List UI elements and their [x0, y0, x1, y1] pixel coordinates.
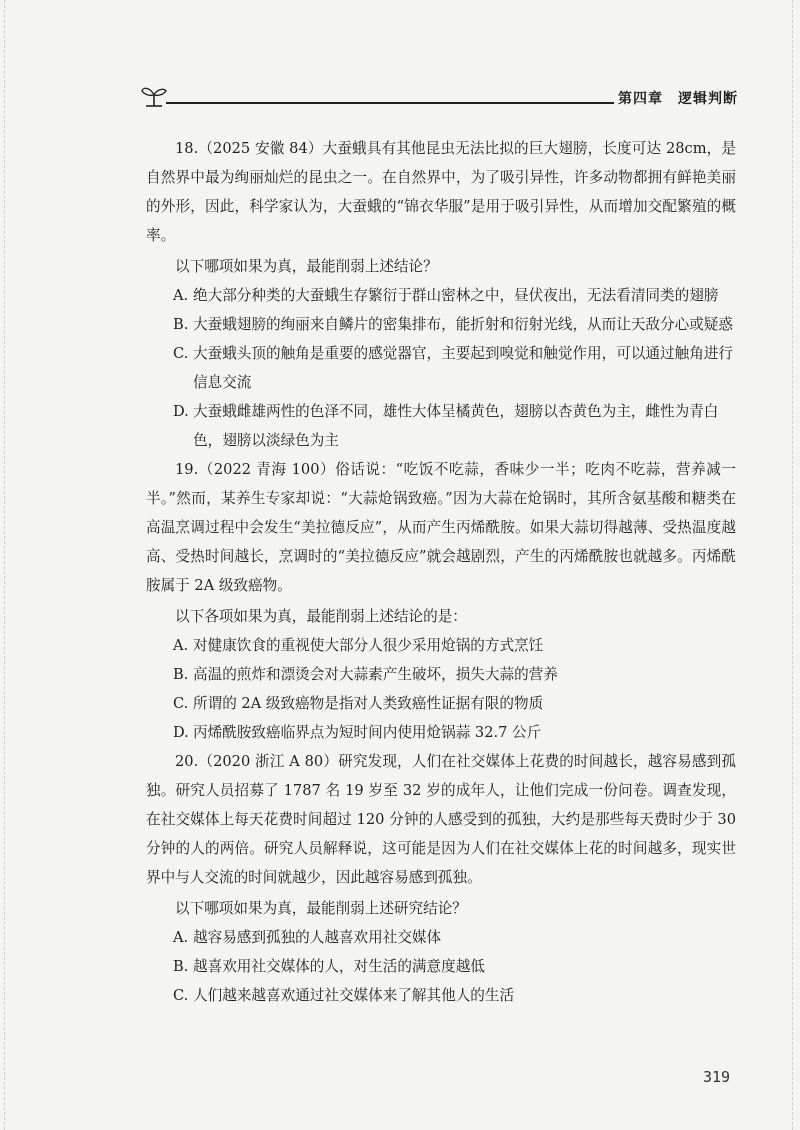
- page-number: 319: [703, 1068, 731, 1086]
- option-key: B.: [173, 316, 189, 333]
- option-c[interactable]: [146, 339, 736, 397]
- option-text: 大蚕蛾雌雄两性的色泽不同，雄性大体呈橘黄色，翅膀以杏黄色为主，雌性为青白色，翅膀以淡绿色为主: [193, 403, 719, 449]
- scan-margin-line: [4, 0, 5, 1130]
- question-list: [146, 134, 736, 1010]
- option-text: 越喜欢用社交媒体的人，对生活的满意度越低: [193, 958, 485, 975]
- option-text: 对健康饮食的重视使大部分人很少采用炝锅的方式烹饪: [193, 637, 544, 654]
- page-header: [140, 82, 740, 114]
- header-rule: [166, 102, 614, 104]
- question-18: [146, 134, 736, 455]
- option-text: 所谓的 2A 级致癌物是指对人类致癌性证据有限的物质: [193, 695, 544, 712]
- option-key: B.: [173, 958, 189, 975]
- option-key: D.: [173, 403, 189, 420]
- question-stem: 18.（2025 安徽 84）大蚕蛾具有其他昆虫无法比拟的巨大翅膀，长度可达 28cm，是自然界中最为绚丽灿烂的昆虫之一。在自然界中，为了吸引异性，许多动物都拥有鲜艳美丽的外形，因此，科学家认为，大蚕蛾的“锦衣华服”是用于吸引异性，从而增加交配繁殖的概率。: [146, 140, 736, 244]
- sprout-icon: [140, 82, 168, 110]
- option-text: 绝大部分种类的大蚕蛾生存繁衍于群山密林之中，昼伏夜出，无法看清同类的翅膀: [193, 287, 719, 304]
- question-prompt: 以下各项如果为真，最能削弱上述结论的是：: [175, 608, 467, 625]
- chapter-title: 第四章 逻辑判断: [618, 91, 738, 107]
- option-b[interactable]: [146, 310, 736, 339]
- question-20: [146, 747, 736, 1010]
- option-a[interactable]: [146, 631, 736, 660]
- option-key: C.: [173, 345, 189, 362]
- option-b[interactable]: [146, 660, 736, 689]
- question-prompt: 以下哪项如果为真，最能削弱上述结论？: [175, 258, 438, 275]
- option-text: 高温的煎炸和漂烫会对大蒜素产生破坏，损失大蒜的营养: [193, 666, 558, 683]
- question-19: [146, 455, 736, 747]
- question-stem: 19.（2022 青海 100）俗话说：“吃饭不吃蒜，香味少一半；吃肉不吃蒜，营养减一半。”然而，某养生专家却说：“大蒜炝锅致癌。”因为大蒜在炝锅时，其所含氨基酸和糖类在高温烹调过程中会发生“美拉德反应”，从而产生丙烯酰胺。如果大蒜切得越薄、受热温度越高、受热时间越长，烹调时的“美拉德反应”就会越剧烈，产生的丙烯酰胺也就越多。丙烯酰胺属于 2A 级致癌物。: [146, 461, 736, 594]
- option-key: C.: [173, 695, 189, 712]
- option-a[interactable]: [146, 923, 736, 952]
- option-c[interactable]: [146, 689, 736, 718]
- option-c[interactable]: [146, 981, 736, 1010]
- option-d[interactable]: [146, 718, 736, 747]
- option-text: 大蚕蛾翅膀的绚丽来自鳞片的密集排布，能折射和衍射光线，从而让天敌分心或疑惑: [193, 316, 733, 333]
- option-key: A.: [173, 637, 189, 654]
- scan-margin-line: [792, 0, 793, 1130]
- option-key: A.: [173, 929, 189, 946]
- option-text: 丙烯酰胺致癌临界点为短时间内使用炝锅蒜 32.7 公斤: [193, 724, 542, 741]
- option-text: 大蚕蛾头顶的触角是重要的感觉器官，主要起到嗅觉和触觉作用，可以通过触角进行信息交流: [193, 345, 733, 391]
- question-prompt: 以下哪项如果为真，最能削弱上述研究结论？: [175, 900, 467, 917]
- option-b[interactable]: [146, 952, 736, 981]
- option-key: D.: [173, 724, 189, 741]
- option-key: C.: [173, 987, 189, 1004]
- question-stem: 20.（2020 浙江 A 80）研究发现，人们在社交媒体上花费的时间越长，越容易感到孤独。研究人员招募了 1787 名 19 岁至 32 岁的成年人，让他们完成一份问卷。调查发现，在社交媒体上每天花费时间超过 120 分钟的人感受到的孤独，大约是那些每天费时少于 30 分钟的人的两倍。研究人员解释说，这可能是因为人们在社交媒体上花的时间越多，现实世界中与人交流的时间就越少，因此越容易感到孤独。: [146, 753, 736, 886]
- option-d[interactable]: [146, 397, 736, 455]
- option-text: 人们越来越喜欢通过社交媒体来了解其他人的生活: [193, 987, 515, 1004]
- option-text: 越容易感到孤独的人越喜欢用社交媒体: [193, 929, 442, 946]
- option-key: B.: [173, 666, 189, 683]
- option-a[interactable]: [146, 281, 736, 310]
- option-key: A.: [173, 287, 189, 304]
